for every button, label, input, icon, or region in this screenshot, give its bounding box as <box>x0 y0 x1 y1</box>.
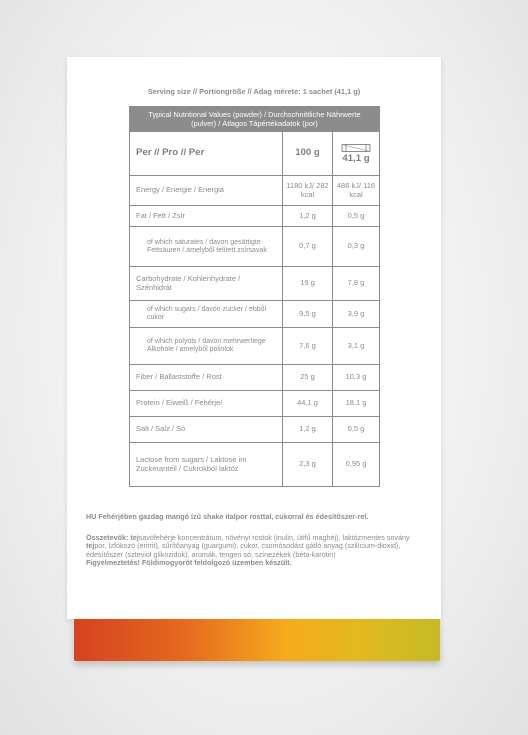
row-label-fiber: Fiber / Ballaststoffe / Rost <box>136 372 222 382</box>
ingredients-label: Összetevők: <box>86 532 129 542</box>
row-label-sugars: of which sugars / davon zucker / ebből cukor <box>147 306 267 321</box>
table-row <box>130 416 379 442</box>
table-row <box>130 364 379 390</box>
row-fat-100g: 1,2 g <box>282 206 332 226</box>
column-header-100g: 100 g <box>282 132 332 175</box>
row-sugars-100g: 9,5 g <box>282 301 332 327</box>
row-carbohydrate-sachet: 7,8 g <box>332 267 379 300</box>
row-protein-100g: 44,1 g <box>282 391 332 416</box>
row-carbohydrate-100g: 19 g <box>282 267 332 300</box>
color-gradient-stripe <box>74 619 440 661</box>
column-header-row <box>130 132 379 175</box>
product-title: HU Fehérjében gazdag mangó ízű shake italpor rosttal, cukorral és édesítőszer-rel. <box>86 512 369 521</box>
row-lactose-100g: 2,3 g <box>282 443 332 486</box>
serving-size-line: Serving size // Portiongröße // Adag mérete: 1 sachet (41,1 g) <box>147 87 361 96</box>
sachet-label <box>67 57 441 619</box>
row-fat-sachet: 0,5 g <box>332 206 379 226</box>
row-label-salt: Salt / Salz / Só <box>136 424 186 434</box>
ingredient-milk-powder: tej <box>86 541 95 551</box>
row-label-carbohydrate: Carbohydrate / Kohlenhydrate / Szénhidrát <box>136 273 241 292</box>
table-row <box>130 300 379 327</box>
row-sugars-sachet: 3,9 g <box>332 301 379 327</box>
table-row <box>130 266 379 300</box>
row-salt-sachet: 0,5 g <box>332 417 379 442</box>
row-label-fat: Fat / Fett / Zsír <box>136 210 186 220</box>
ingredient-milk: tej <box>128 532 139 542</box>
row-protein-sachet: 18,1 g <box>332 391 379 416</box>
column-header-sachet-label: 41,1 g <box>342 153 370 165</box>
row-label-energy: Energy / Energie / Energia <box>136 185 224 195</box>
row-fiber-sachet: 10,3 g <box>332 365 379 390</box>
row-label-protein: Protein / Eiweiß / Fehérje/ <box>136 398 223 408</box>
column-header-label: Per // Pro // Per <box>136 147 205 159</box>
row-energy-100g: 1180 kJ/ 282 kcal <box>282 176 332 205</box>
sachet-stick-icon <box>341 143 371 153</box>
nutrition-table <box>129 106 380 487</box>
row-saturates-sachet: 0,3 g <box>332 227 379 266</box>
row-saturates-100g: 0,7 g <box>282 227 332 266</box>
row-label-polyols: of which polyols / davon mehrwertiege Alkohole / amelyből poliolok <box>147 338 266 353</box>
ingredients-text <box>86 534 424 560</box>
row-energy-sachet: 486 kJ/ 116 kcal <box>332 176 379 205</box>
row-fiber-100g: 25 g <box>282 365 332 390</box>
table-row <box>130 175 379 205</box>
row-lactose-sachet: 0,95 g <box>332 443 379 486</box>
ingredients-rest: por, ízfokozó (eritrit), sűrítőanyag (guargumi), cukor, csomósodást gátló anyag (szilícium-dioxid), édesítőszer (szteviol glikozidok), aromák, tengeri só, színezékek (béta-karotin) <box>86 541 401 559</box>
row-polyols-sachet: 3,1 g <box>332 328 379 364</box>
table-row <box>130 442 379 486</box>
nutrition-table-heading: Typical Nutritional Values (powder) / Durchschnittliche Nährwerte (pulver) / Átlagos Tápértékadatok (por) <box>130 107 379 132</box>
row-label-saturates: of which saturates / davon gesättigte Fettsäuren / amelyből telített zsírsavak <box>147 238 267 254</box>
allergen-warning: Figyelmeztetés! Földimogyorót feldolgozó üzemben készült. <box>86 558 292 568</box>
table-row <box>130 205 379 226</box>
column-header-sachet <box>332 132 379 175</box>
table-row <box>130 390 379 416</box>
ingredients-part: savófehérje koncentrátum, növényi rostok (inulin, útifű maghéj), laktózmentes sovány <box>138 532 410 542</box>
row-label-lactose: Lactose from sugars / Laktose im Zuckeranteil / Cukrokból laktóz <box>136 454 247 473</box>
table-row <box>130 226 379 266</box>
row-polyols-100g: 7,6 g <box>282 328 332 364</box>
row-salt-100g: 1,2 g <box>282 417 332 442</box>
table-row <box>130 327 379 364</box>
product-description <box>86 513 424 568</box>
